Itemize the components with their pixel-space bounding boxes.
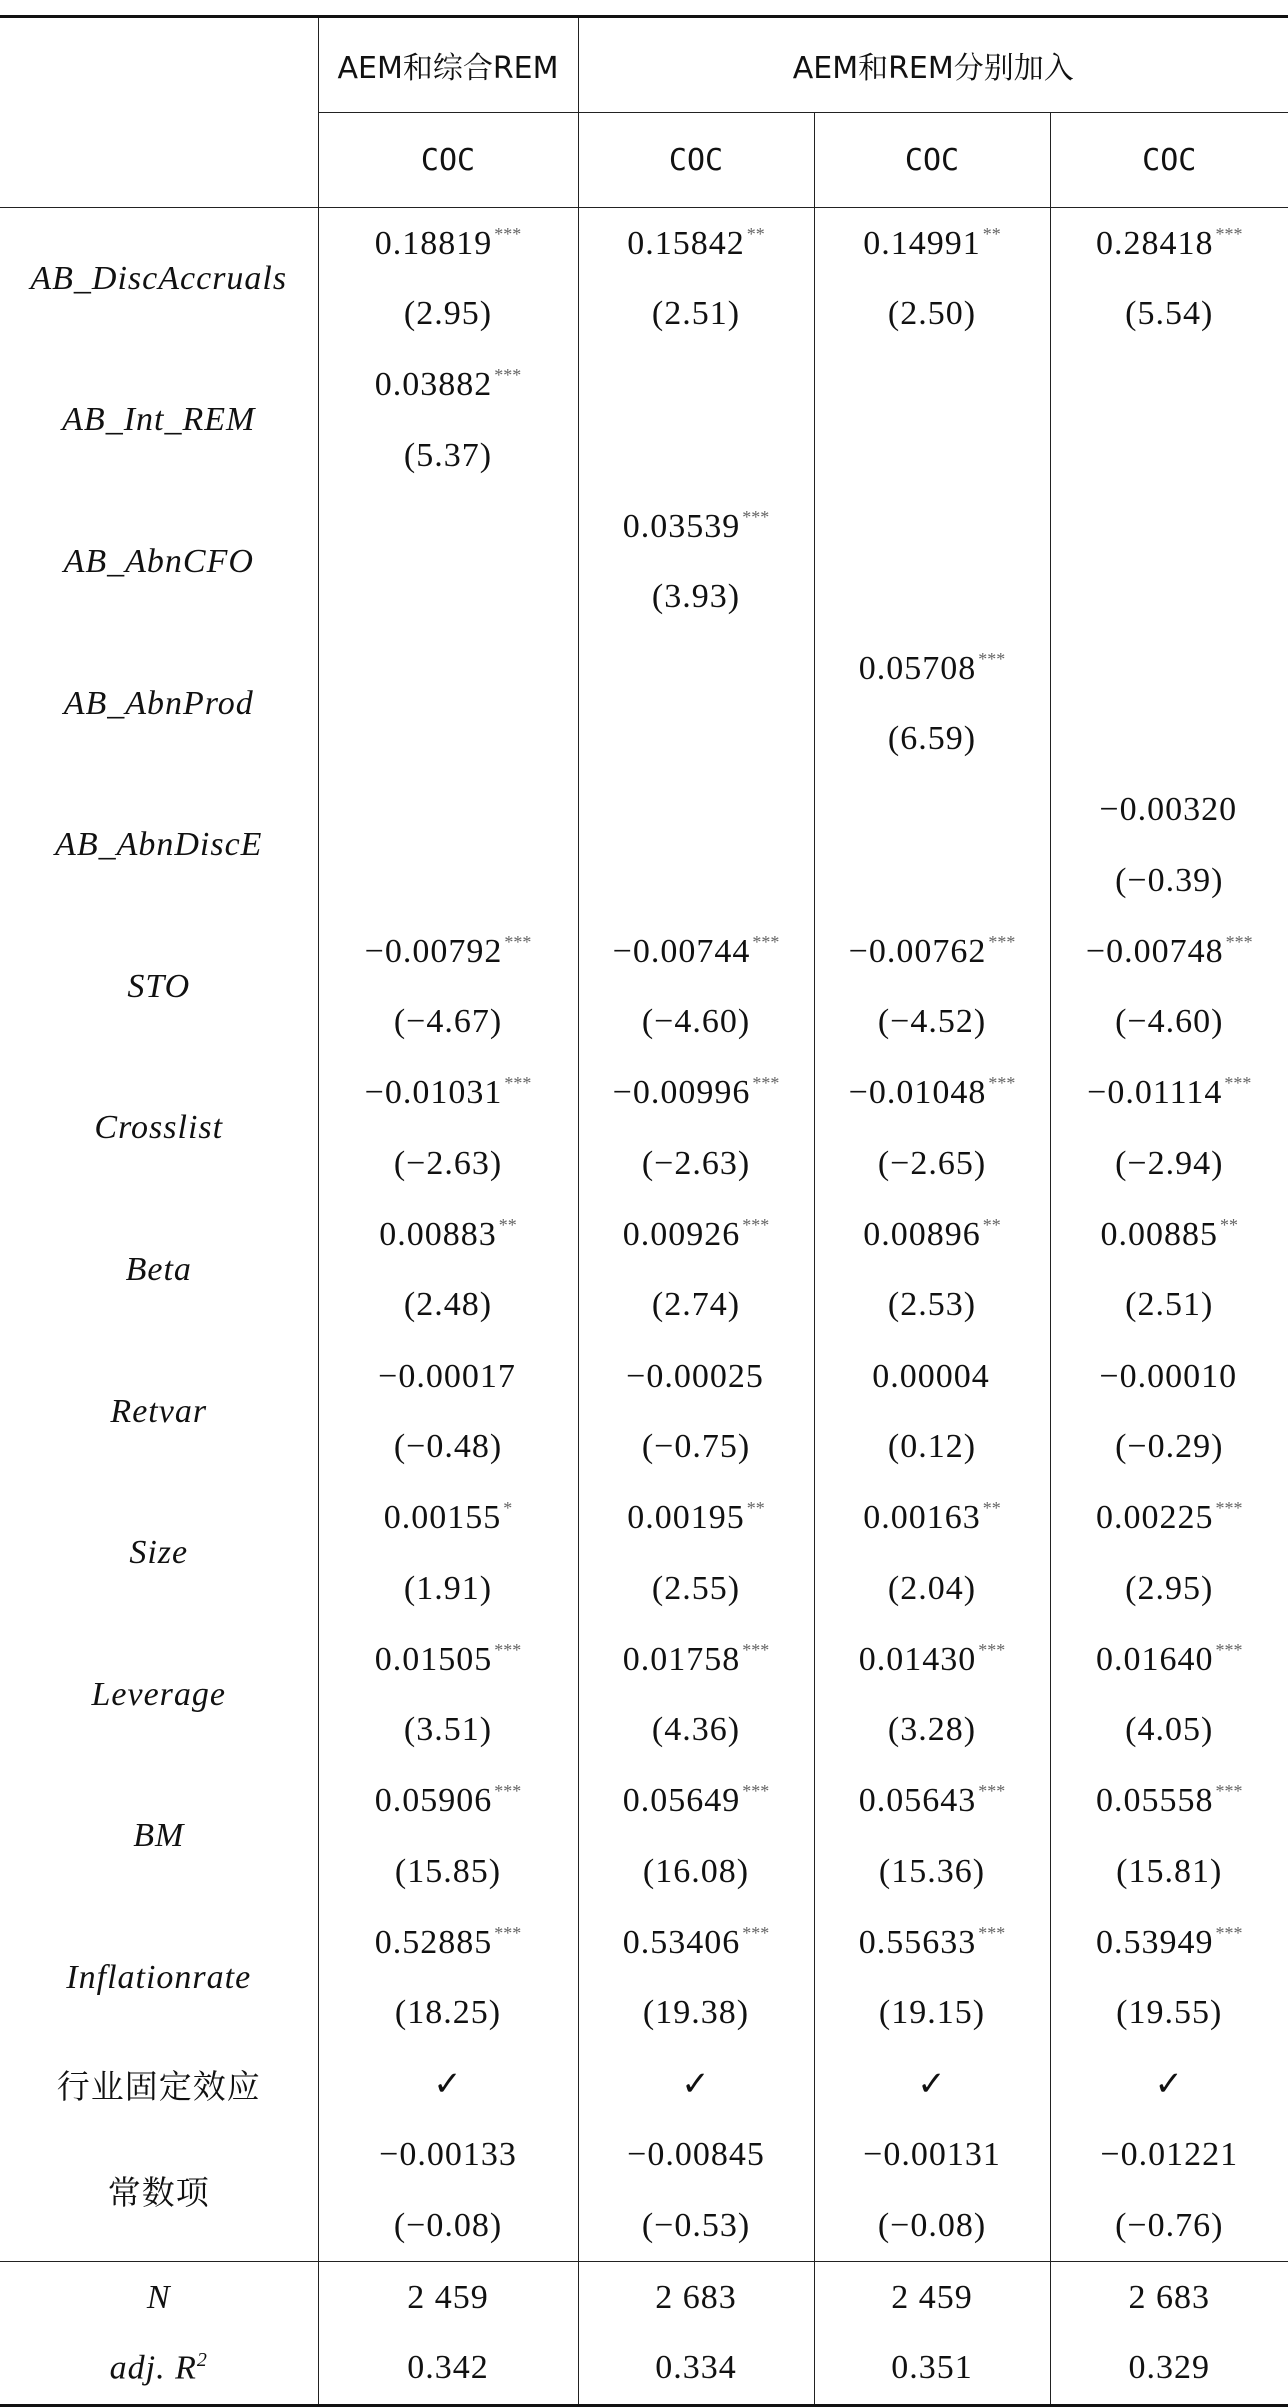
coef-row xyxy=(0,1624,1288,1695)
coef-value: −0.00996 xyxy=(612,1074,751,1112)
tstat-cell: (2.74) xyxy=(578,1270,814,1341)
variable-label: Size xyxy=(129,1534,189,1572)
coef-value: 0.05558 xyxy=(1096,1782,1214,1820)
coef-value: −0.00762 xyxy=(848,932,987,970)
coef-cell xyxy=(1050,491,1288,562)
constant-tstat: (−0.53) xyxy=(578,2190,814,2261)
header-sub-3: COC xyxy=(814,113,1050,208)
header-sub-4: COC xyxy=(1050,113,1288,208)
tstat-cell: (15.36) xyxy=(814,1836,1050,1907)
coef-cell xyxy=(814,1199,1050,1270)
coef-cell xyxy=(814,1058,1050,1129)
industry-fe-label: 行业固定效应 xyxy=(56,2066,261,2106)
coef-value: 0.00163 xyxy=(863,1499,981,1537)
coef-cell xyxy=(318,633,578,704)
coef-cell xyxy=(578,350,814,421)
tstat-cell: (3.93) xyxy=(578,562,814,633)
tstat-cell xyxy=(578,704,814,775)
tstat-cell xyxy=(318,704,578,775)
tstat-cell: (5.37) xyxy=(318,420,578,491)
coef-cell xyxy=(578,1482,814,1553)
tstat-cell xyxy=(318,562,578,633)
significance-stars: *** xyxy=(1215,1498,1243,1519)
coef-cell xyxy=(318,1766,578,1837)
coef-value: 0.53406 xyxy=(622,1924,741,1962)
coef-cell xyxy=(814,774,1050,845)
constant-coef: −0.01221 xyxy=(1050,2120,1288,2191)
significance-stars: *** xyxy=(742,1781,770,1802)
coef-value: 0.00896 xyxy=(863,1216,981,1254)
coef-value: 0.00883 xyxy=(379,1216,497,1254)
variable-label: STO xyxy=(127,967,191,1005)
coef-cell xyxy=(578,1058,814,1129)
coef-value: 0.05906 xyxy=(374,1782,493,1820)
coef-value: −0.01031 xyxy=(364,1074,503,1112)
coef-row xyxy=(0,1907,1288,1978)
variable-label: AB_AbnDiscE xyxy=(55,826,263,864)
significance-stars: ** xyxy=(746,223,765,244)
coef-cell xyxy=(318,1907,578,1978)
coef-cell xyxy=(578,1624,814,1695)
variable-label: Retvar xyxy=(110,1392,208,1430)
checkmark: ✓ xyxy=(814,2049,1050,2120)
significance-stars: *** xyxy=(742,1215,770,1236)
coef-cell xyxy=(814,1766,1050,1837)
coef-row xyxy=(0,1482,1288,1553)
coef-value: 0.28418 xyxy=(1096,224,1214,262)
coef-cell xyxy=(318,1199,578,1270)
significance-stars: *** xyxy=(1224,1073,1252,1094)
significance-stars: ** xyxy=(982,1215,1001,1236)
coef-value: 0.03882 xyxy=(374,366,493,404)
n-value: 2 683 xyxy=(578,2262,814,2333)
coef-cell xyxy=(814,350,1050,421)
significance-stars: *** xyxy=(1225,931,1253,952)
coef-value: −0.01114 xyxy=(1087,1074,1223,1112)
significance-stars: *** xyxy=(752,931,780,952)
coef-value: −0.00025 xyxy=(626,1357,764,1395)
checkmark: ✓ xyxy=(1050,2049,1288,2120)
n-row xyxy=(0,2262,1288,2333)
coef-cell xyxy=(814,916,1050,987)
coef-value: 0.18819 xyxy=(374,224,493,262)
coef-row xyxy=(0,1341,1288,1412)
coef-cell xyxy=(1050,1766,1288,1837)
coef-cell xyxy=(1050,916,1288,987)
n-value: 2 459 xyxy=(814,2262,1050,2333)
coef-cell xyxy=(1050,1907,1288,1978)
variable-label: AB_DiscAccruals xyxy=(30,259,288,297)
tstat-cell xyxy=(1050,562,1288,633)
significance-stars: *** xyxy=(978,1923,1006,1944)
r2-label: adj. R xyxy=(109,2349,197,2387)
significance-stars: *** xyxy=(988,931,1016,952)
tstat-cell: (−2.63) xyxy=(578,1128,814,1199)
coef-value: −0.00010 xyxy=(1099,1357,1238,1395)
r2-superscript: 2 xyxy=(196,2349,208,2372)
coef-value: −0.00748 xyxy=(1085,932,1224,970)
coef-value: −0.01048 xyxy=(848,1074,987,1112)
coef-cell xyxy=(814,208,1050,279)
coef-row xyxy=(0,1058,1288,1129)
tstat-cell: (5.54) xyxy=(1050,279,1288,350)
coef-cell xyxy=(318,350,578,421)
coef-value: 0.55633 xyxy=(858,1924,977,1962)
constant-tstat: (−0.08) xyxy=(814,2190,1050,2261)
coef-cell xyxy=(1050,774,1288,845)
significance-stars: *** xyxy=(978,1781,1006,1802)
coef-cell xyxy=(1050,633,1288,704)
variable-label: AB_Int_REM xyxy=(62,401,256,439)
coef-value: 0.01758 xyxy=(622,1640,741,1678)
header-blank xyxy=(0,18,318,208)
significance-stars: *** xyxy=(752,1073,780,1094)
tstat-cell xyxy=(814,420,1050,491)
coef-value: 0.01430 xyxy=(858,1640,977,1678)
tstat-cell: (−0.75) xyxy=(578,1412,814,1483)
coef-value: −0.00320 xyxy=(1099,791,1238,829)
n-value: 2 459 xyxy=(318,2262,578,2333)
significance-stars: *** xyxy=(504,931,532,952)
coef-cell xyxy=(578,774,814,845)
significance-stars: ** xyxy=(1220,1215,1238,1236)
coef-cell xyxy=(814,1482,1050,1553)
significance-stars: *** xyxy=(988,1073,1016,1094)
tstat-cell: (2.51) xyxy=(578,279,814,350)
coef-row xyxy=(0,208,1288,279)
header-sub-1: COC xyxy=(318,113,578,208)
significance-stars: ** xyxy=(982,223,1001,244)
coef-row xyxy=(0,633,1288,704)
coef-cell xyxy=(1050,1341,1288,1412)
significance-stars: *** xyxy=(494,223,522,244)
coef-value: 0.00225 xyxy=(1096,1499,1214,1537)
tstat-cell: (18.25) xyxy=(318,1978,578,2049)
constant-coef: −0.00131 xyxy=(814,2120,1050,2191)
coef-cell xyxy=(814,633,1050,704)
coef-cell xyxy=(318,208,578,279)
r2-label-cell xyxy=(0,2333,318,2405)
tstat-cell xyxy=(814,562,1050,633)
significance-stars: *** xyxy=(494,365,522,386)
coef-cell xyxy=(1050,350,1288,421)
coef-cell xyxy=(318,1624,578,1695)
coef-value: 0.05643 xyxy=(858,1782,977,1820)
coef-cell xyxy=(1050,208,1288,279)
coef-value: 0.03539 xyxy=(622,508,741,546)
coef-value: 0.00195 xyxy=(627,1499,745,1537)
coef-value: 0.01640 xyxy=(1096,1640,1214,1678)
coef-value: 0.01505 xyxy=(374,1640,493,1678)
checkmark: ✓ xyxy=(578,2049,814,2120)
regression-table xyxy=(0,15,1288,2407)
coef-value: 0.00885 xyxy=(1100,1216,1218,1254)
variable-label: Inflationrate xyxy=(66,1958,252,1996)
coef-cell xyxy=(814,1907,1050,1978)
significance-stars: *** xyxy=(978,648,1006,669)
coef-cell xyxy=(578,1766,814,1837)
coef-value: 0.05649 xyxy=(622,1782,741,1820)
r2-value: 0.334 xyxy=(578,2333,814,2405)
tstat-cell xyxy=(814,845,1050,916)
tstat-cell: (16.08) xyxy=(578,1836,814,1907)
n-value: 2 683 xyxy=(1050,2262,1288,2333)
coef-cell xyxy=(814,1341,1050,1412)
coef-row xyxy=(0,916,1288,987)
constant-coef: −0.00845 xyxy=(578,2120,814,2191)
header-group-2: AEM和REM分别加入 xyxy=(578,18,1288,113)
significance-stars: ** xyxy=(498,1215,517,1236)
constant-tstat: (−0.08) xyxy=(318,2190,578,2261)
variable-label: AB_AbnProd xyxy=(63,684,254,722)
tstat-cell: (1.91) xyxy=(318,1553,578,1624)
significance-stars: *** xyxy=(494,1923,522,1944)
tstat-cell: (2.53) xyxy=(814,1270,1050,1341)
coef-row xyxy=(0,774,1288,845)
tstat-cell: (3.51) xyxy=(318,1695,578,1766)
significance-stars: *** xyxy=(978,1639,1006,1660)
constant-tstat: (−0.76) xyxy=(1050,2190,1288,2261)
coef-value: 0.15842 xyxy=(627,224,745,262)
coef-cell xyxy=(578,1907,814,1978)
industry-fe-row xyxy=(0,2049,1288,2120)
coef-value: 0.00004 xyxy=(872,1357,990,1395)
tstat-cell: (2.95) xyxy=(1050,1553,1288,1624)
tstat-cell: (2.51) xyxy=(1050,1270,1288,1341)
tstat-cell xyxy=(578,420,814,491)
significance-stars: ** xyxy=(982,1498,1001,1519)
tstat-cell: (19.55) xyxy=(1050,1978,1288,2049)
variable-label: Leverage xyxy=(91,1675,226,1713)
r2-value: 0.342 xyxy=(318,2333,578,2405)
constant-row xyxy=(0,2120,1288,2191)
coef-value: −0.00017 xyxy=(378,1357,516,1395)
coef-value: 0.53949 xyxy=(1096,1924,1214,1962)
tstat-cell: (6.59) xyxy=(814,704,1050,775)
coef-value: 0.00155 xyxy=(383,1499,502,1537)
coef-cell xyxy=(578,208,814,279)
coef-value: −0.00792 xyxy=(364,932,503,970)
variable-label: BM xyxy=(133,1817,185,1855)
tstat-cell: (3.28) xyxy=(814,1695,1050,1766)
tstat-cell: (19.38) xyxy=(578,1978,814,2049)
coef-cell xyxy=(1050,1482,1288,1553)
header-group-1: AEM和综合REM xyxy=(318,18,578,113)
significance-stars: * xyxy=(503,1498,513,1519)
significance-stars: *** xyxy=(1215,1639,1243,1660)
significance-stars: *** xyxy=(742,507,770,528)
tstat-cell: (0.12) xyxy=(814,1412,1050,1483)
tstat-cell: (2.95) xyxy=(318,279,578,350)
tstat-cell: (15.85) xyxy=(318,1836,578,1907)
coef-cell xyxy=(814,1624,1050,1695)
coef-cell xyxy=(318,774,578,845)
coef-cell xyxy=(578,916,814,987)
coef-cell xyxy=(318,1482,578,1553)
coef-cell xyxy=(578,1341,814,1412)
tstat-cell: (−0.48) xyxy=(318,1412,578,1483)
tstat-cell: (19.15) xyxy=(814,1978,1050,2049)
coef-value: 0.05708 xyxy=(858,649,977,687)
coef-cell xyxy=(318,491,578,562)
coef-cell xyxy=(318,1058,578,1129)
tstat-cell: (−4.67) xyxy=(318,987,578,1058)
coef-row xyxy=(0,491,1288,562)
significance-stars: *** xyxy=(1215,1781,1243,1802)
coef-cell xyxy=(1050,1199,1288,1270)
tstat-cell: (4.36) xyxy=(578,1695,814,1766)
tstat-cell: (−4.60) xyxy=(1050,987,1288,1058)
tstat-cell xyxy=(1050,420,1288,491)
significance-stars: *** xyxy=(494,1639,522,1660)
significance-stars: *** xyxy=(494,1781,522,1802)
tstat-cell: (−2.94) xyxy=(1050,1128,1288,1199)
coef-cell xyxy=(578,491,814,562)
significance-stars: *** xyxy=(1215,223,1243,244)
variable-label: Beta xyxy=(125,1250,192,1288)
coef-value: 0.00926 xyxy=(622,1216,741,1254)
tstat-cell: (−4.52) xyxy=(814,987,1050,1058)
variable-label: Crosslist xyxy=(94,1109,224,1147)
coef-row xyxy=(0,350,1288,421)
coef-cell xyxy=(814,491,1050,562)
tstat-cell: (−2.65) xyxy=(814,1128,1050,1199)
coef-value: 0.52885 xyxy=(374,1924,493,1962)
tstat-cell xyxy=(1050,704,1288,775)
tstat-cell: (2.50) xyxy=(814,279,1050,350)
coef-cell xyxy=(578,1199,814,1270)
significance-stars: ** xyxy=(746,1498,765,1519)
tstat-cell: (15.81) xyxy=(1050,1836,1288,1907)
r2-value: 0.329 xyxy=(1050,2333,1288,2405)
tstat-cell: (4.05) xyxy=(1050,1695,1288,1766)
tstat-cell xyxy=(578,845,814,916)
tstat-cell: (2.04) xyxy=(814,1553,1050,1624)
tstat-cell: (−0.29) xyxy=(1050,1412,1288,1483)
tstat-cell: (−0.39) xyxy=(1050,845,1288,916)
constant-label: 常数项 xyxy=(107,2172,210,2212)
tstat-cell: (2.48) xyxy=(318,1270,578,1341)
coef-cell xyxy=(578,633,814,704)
significance-stars: *** xyxy=(742,1639,770,1660)
coef-cell xyxy=(1050,1624,1288,1695)
header-row-groups xyxy=(0,18,1288,113)
tstat-cell: (−4.60) xyxy=(578,987,814,1058)
coef-row xyxy=(0,1199,1288,1270)
tstat-cell: (2.55) xyxy=(578,1553,814,1624)
significance-stars: *** xyxy=(1215,1923,1243,1944)
header-sub-2: COC xyxy=(578,113,814,208)
r2-value: 0.351 xyxy=(814,2333,1050,2405)
r2-row xyxy=(0,2333,1288,2405)
coef-row xyxy=(0,1766,1288,1837)
coef-cell xyxy=(318,1341,578,1412)
coef-cell xyxy=(318,916,578,987)
checkmark: ✓ xyxy=(318,2049,578,2120)
significance-stars: *** xyxy=(742,1923,770,1944)
significance-stars: *** xyxy=(504,1073,532,1094)
tstat-cell xyxy=(318,845,578,916)
coef-value: 0.14991 xyxy=(863,224,981,262)
coef-value: −0.00744 xyxy=(612,932,751,970)
n-label: N xyxy=(0,2262,318,2333)
tstat-cell: (−2.63) xyxy=(318,1128,578,1199)
coef-cell xyxy=(1050,1058,1288,1129)
variable-label: AB_AbnCFO xyxy=(63,542,254,580)
constant-coef: −0.00133 xyxy=(318,2120,578,2191)
